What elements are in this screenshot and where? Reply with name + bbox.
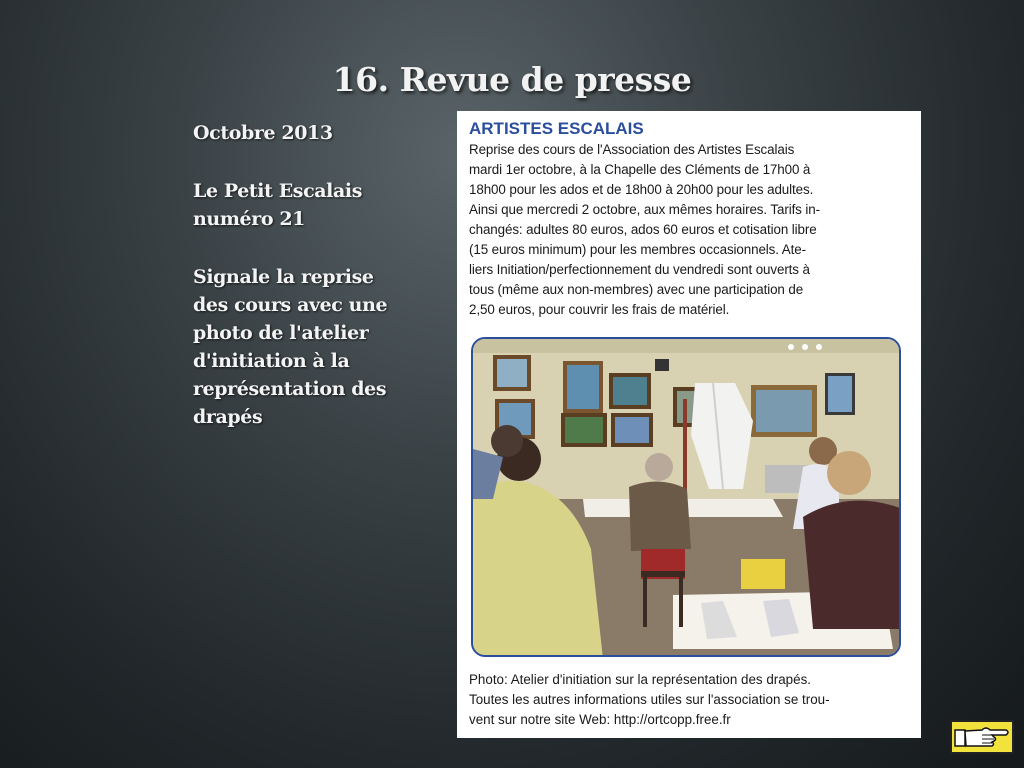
workshop-photo-illustration <box>473 339 901 657</box>
description-line: photo de l'atelier <box>193 322 369 344</box>
publication-line-2: numéro 21 <box>193 208 305 230</box>
article-body <box>469 140 915 320</box>
newspaper-clipping <box>457 111 921 738</box>
description-line: Signale la reprise <box>193 266 374 288</box>
caption-line: vent sur notre site Web: http://ortcopp.free.fr <box>469 712 731 727</box>
description <box>193 263 433 431</box>
caption-line: Photo: Atelier d'initiation sur la représentation des drapés. <box>469 672 811 687</box>
article-line: 18h00 pour les ados et de 18h00 à 20h00 pour les adultes. <box>469 182 814 197</box>
article-line: 2,50 euros, pour couvrir les frais de matériel. <box>469 302 730 317</box>
description-line: d'initiation à la <box>193 350 350 372</box>
article-line: (15 euros minimum) pour les membres occasionnels. Ate- <box>469 242 806 257</box>
slide-notes <box>193 119 433 461</box>
publication-line-1: Le Petit Escalais <box>193 180 363 202</box>
description-line: drapés <box>193 406 263 428</box>
publication-name <box>193 177 433 233</box>
next-slide-button[interactable] <box>950 720 1014 754</box>
article-line: Ainsi que mercredi 2 octobre, aux mêmes horaires. Tarifs in- <box>469 202 820 217</box>
workshop-photo <box>471 337 901 657</box>
issue-date: Octobre 2013 <box>193 122 333 144</box>
article-line: changés: adultes 80 euros, ados 60 euros et cotisation libre <box>469 222 817 237</box>
article-line: tous (même aux non-membres) avec une participation de <box>469 282 804 297</box>
caption-line: Toutes les autres informations utiles sur l'association se trou- <box>469 692 830 707</box>
article-line: mardi 1er octobre, à la Chapelle des Cléments de 17h00 à <box>469 162 811 177</box>
article-line: liers Initiation/perfectionnement du vendredi sont ouverts à <box>469 262 810 277</box>
slide-title: 16. Revue de presse <box>332 60 692 99</box>
pointing-hand-icon <box>952 722 1012 752</box>
description-line: représentation des <box>193 378 387 400</box>
photo-caption <box>469 670 915 730</box>
article-title: ARTISTES ESCALAIS <box>469 119 644 138</box>
description-line: des cours avec une <box>193 294 388 316</box>
article-line: Reprise des cours de l'Association des Artistes Escalais <box>469 142 795 157</box>
